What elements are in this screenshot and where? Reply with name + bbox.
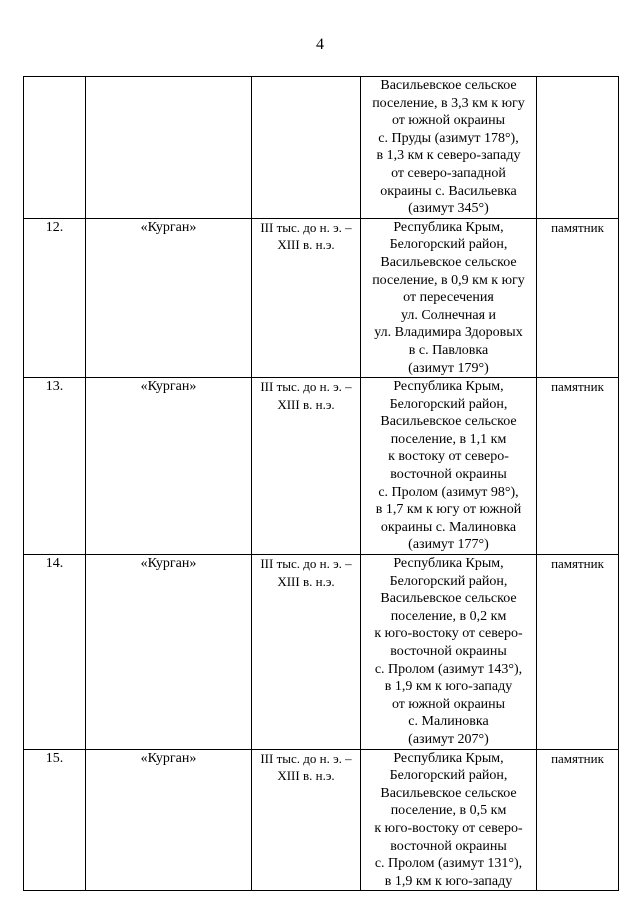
location-line: с. Пруды (азимут 178°), (378, 130, 519, 146)
monument-type-cell: памятник (537, 378, 619, 555)
location-line: Белогорский район, (389, 573, 508, 589)
table-row (24, 77, 619, 219)
monument-type-cell: памятник (537, 555, 619, 750)
dating-line: XIII в. н.э. (277, 237, 335, 253)
location-line: с. Пролом (азимут 143°), (374, 661, 523, 677)
dating-cell (252, 749, 361, 891)
location-cell (361, 218, 537, 377)
monument-name-cell: «Курган» (86, 378, 252, 555)
location-line: с. Пролом (азимут 131°), (374, 856, 523, 872)
location-line: в 1,7 км к югу от южной (375, 502, 522, 518)
location-line: поселение, в 3,3 км к югу (372, 95, 525, 111)
row-number-cell (24, 77, 86, 219)
location-line: Васильевское сельское (380, 414, 517, 430)
location-line: с. Малиновка (408, 714, 489, 730)
location-line: к юго-востоку от северо- (374, 820, 523, 836)
location-line: поселение, в 0,2 км (390, 608, 507, 624)
location-line: Республика Крым, (393, 556, 504, 572)
location-line: восточной окраины (390, 838, 507, 854)
monument-name-cell (86, 77, 252, 219)
location-line: поселение, в 1,1 км (390, 431, 507, 447)
dating-cell (252, 378, 361, 555)
table-row (24, 749, 619, 891)
location-line: (азимут 207°) (408, 731, 489, 747)
table-row (24, 555, 619, 750)
dating-line: III тыс. до н. э. – (260, 556, 352, 572)
monument-type-cell (537, 77, 619, 219)
location-line: с. Пролом (азимут 98°), (378, 484, 519, 500)
location-line: от северо-западной (391, 165, 506, 181)
row-number-cell: 12. (24, 218, 86, 377)
location-line: от южной окраины (391, 696, 506, 712)
location-line: ул. Владимира Здоровых (374, 325, 523, 341)
dating-line: XIII в. н.э. (277, 768, 335, 784)
location-line: к востоку от северо- (388, 449, 509, 465)
location-line: Васильевское сельское (380, 78, 517, 93)
location-cell (361, 378, 537, 555)
monument-name-cell: «Курган» (86, 555, 252, 750)
row-number-cell: 13. (24, 378, 86, 555)
location-line: Республика Крым, (393, 379, 504, 395)
location-line: в 1,9 км к юго-западу (384, 679, 513, 695)
location-line: Белогорский район, (389, 768, 508, 784)
location-line: от южной окраины (391, 113, 506, 129)
location-line: в с. Павловка (408, 342, 489, 358)
location-cell (361, 555, 537, 750)
dating-line: III тыс. до н. э. – (260, 219, 352, 235)
location-line: Белогорский район, (389, 396, 508, 412)
location-line: Республика Крым, (393, 219, 504, 235)
location-line: в 1,9 км к юго-западу (384, 873, 513, 889)
monument-name-cell: «Курган» (86, 218, 252, 377)
location-line: окраины с. Малиновка (380, 519, 517, 535)
monument-type-cell: памятник (537, 749, 619, 891)
location-line: Васильевское сельское (380, 591, 517, 607)
location-line: (азимут 177°) (408, 537, 489, 553)
dating-cell (252, 218, 361, 377)
location-line: окраины с. Васильевка (380, 183, 517, 199)
dating-line: III тыс. до н. э. – (260, 379, 352, 395)
location-line: (азимут 345°) (408, 201, 489, 217)
location-cell (361, 77, 537, 219)
table-row (24, 218, 619, 377)
location-line: от пересечения (403, 290, 494, 306)
page-number: 4 (316, 36, 324, 53)
location-line: восточной окраины (390, 644, 507, 659)
dating-line: XIII в. н.э. (277, 573, 335, 589)
location-line: Республика Крым, (393, 750, 504, 766)
location-cell (361, 749, 537, 891)
monument-type-cell: памятник (537, 218, 619, 377)
location-line: поселение, в 0,5 км (390, 803, 507, 819)
row-number-cell: 15. (24, 749, 86, 891)
monument-name-cell: «Курган» (86, 749, 252, 891)
location-line: ул. Солнечная и (400, 307, 497, 323)
location-line: Белогорский район, (389, 237, 508, 253)
monuments-table (23, 76, 619, 891)
location-line: восточной окраины (390, 467, 507, 483)
location-line: Васильевское сельское (380, 785, 517, 801)
location-line: (азимут 179°) (408, 360, 489, 376)
location-line: в 1,3 км к северо-западу (376, 148, 521, 164)
row-number-cell: 14. (24, 555, 86, 750)
dating-line: XIII в. н.э. (277, 396, 335, 412)
location-line: к юго-востоку от северо- (374, 626, 523, 642)
location-line: поселение, в 0,9 км к югу (372, 272, 525, 288)
dating-line: III тыс. до н. э. – (260, 750, 352, 766)
table-row (24, 378, 619, 555)
dating-cell (252, 555, 361, 750)
dating-cell (252, 77, 361, 219)
location-line: Васильевское сельское (380, 254, 517, 270)
